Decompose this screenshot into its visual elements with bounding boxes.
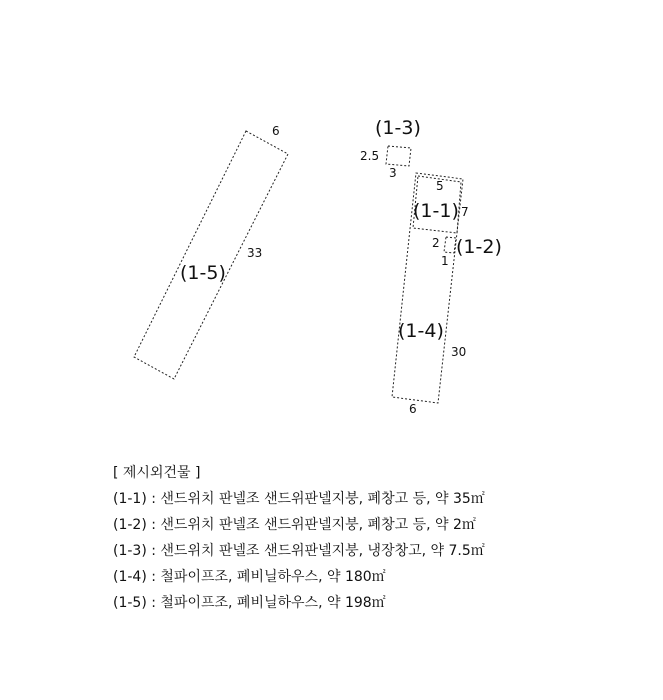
building-1-1-dim-b: 7 [461,205,469,219]
building-1-1-dim-a: 5 [436,179,444,193]
building-1-5-dim-short: 6 [272,124,280,138]
building-1-2-dim-b: 1 [441,254,449,268]
building-1-2-label: (1-2) [456,236,502,258]
building-1-3-dim-a: 2.5 [360,149,380,163]
building-1-5-outline [134,131,288,379]
building-1-2-outline [444,237,456,253]
building-1-2-dim-a: 2 [432,236,440,250]
legend-item: (1-1) : 샌드위치 판넬조 샌드위판넬지붕, 폐창고 등, 약 35㎡ [113,491,485,507]
legend-title: [ 제시외건물 ] [113,465,201,481]
legend [113,460,485,616]
building-1-3-dim-b: 3 [389,166,397,180]
building-1-3-outline [386,146,411,166]
legend-item: (1-3) : 샌드위치 판넬조 샌드위판넬지붕, 냉장창고, 약 7.5㎡ [113,543,485,559]
legend-item: (1-5) : 철파이프조, 폐비닐하우스, 약 198㎡ [113,595,386,611]
building-1-4-label: (1-4) [398,320,444,342]
building-1-1-label: (1-1) [413,200,459,222]
building-1-5-label: (1-5) [180,262,226,284]
legend-item: (1-4) : 철파이프조, 폐비닐하우스, 약 180㎡ [113,569,386,585]
building-1-5-dim-long: 33 [247,246,263,260]
building-1-4-dim-long: 30 [451,345,467,359]
building-1-4-dim-short: 6 [409,402,417,416]
legend-item: (1-2) : 샌드위치 판넬조 샌드위판넬지붕, 폐창고 등, 약 2㎡ [113,517,476,533]
building-1-3-label: (1-3) [375,117,421,139]
